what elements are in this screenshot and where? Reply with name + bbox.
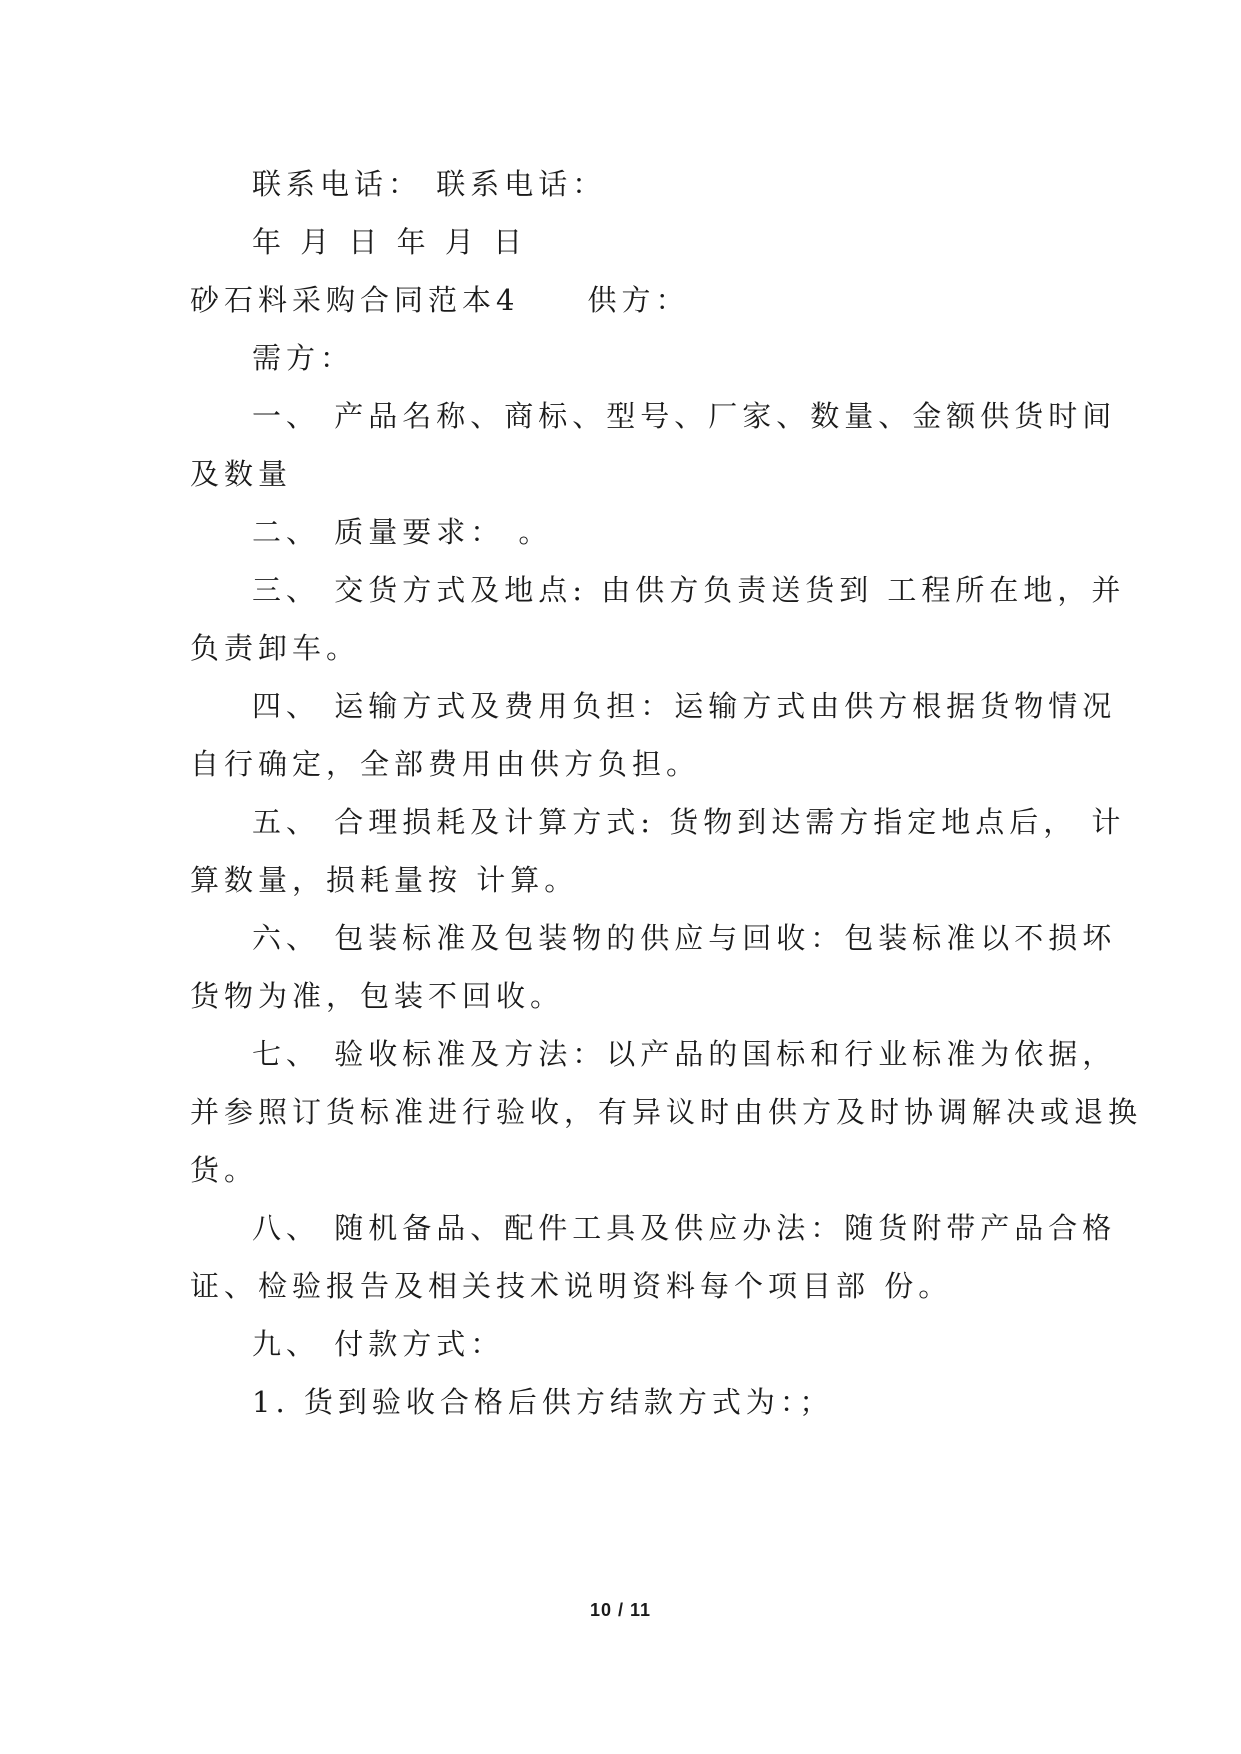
document-title: 砂石料采购合同范本4 — [190, 283, 520, 317]
clause-5-line-2: 算数量，损耗量按 计算。 — [190, 863, 579, 897]
page-number: 10 / 11 — [589, 1600, 652, 1620]
date-line: 年 月 日 年 月 日 — [252, 225, 528, 259]
clause-6-line-1: 六、 包装标准及包装物的供应与回收：包装标准以不损坏 — [252, 921, 1117, 955]
clause-7-line-3: 货。 — [190, 1153, 259, 1187]
clause-1-line-2: 及数量 — [190, 457, 293, 491]
clause-5-line-1: 五、 合理损耗及计算方式: 货物到达需方指定地点后， 计 — [252, 805, 1126, 839]
clause-3-line-2: 负责卸车。 — [190, 631, 361, 665]
contact-phone-line: 联系电话： 联系电话： — [252, 167, 607, 201]
clause-8-line-2: 证、检验报告及相关技术说明资料每个项目部 份。 — [190, 1269, 953, 1303]
clause-3-line-1: 三、 交货方式及地点: 由供方负责送货到 工程所在地，并 — [252, 573, 1126, 607]
clause-7-line-1: 七、 验收标准及方法：以产品的国标和行业标准为依据， — [252, 1037, 1117, 1071]
clause-4-line-1: 四、 运输方式及费用负担：运输方式由供方根据货物情况 — [252, 689, 1117, 723]
clause-6-line-2: 货物为准，包装不回收。 — [190, 979, 565, 1013]
clause-7-line-2: 并参照订货标准进行验收，有异议时由供方及时协调解决或退换 — [190, 1095, 1143, 1129]
clause-9-item-1: 1. 货到验收合格后供方结款方式为：； — [252, 1385, 834, 1419]
clause-2: 二、 质量要求： 。 — [252, 515, 553, 549]
title-line — [190, 280, 1070, 320]
supplier-label: 供方： — [587, 283, 690, 317]
clause-9: 九、 付款方式： — [252, 1327, 505, 1361]
clause-4-line-2: 自行确定，全部费用由供方负担。 — [190, 747, 701, 781]
buyer-label: 需方： — [252, 341, 355, 375]
clause-8-line-1: 八、 随机备品、配件工具及供应办法：随货附带产品合格 — [252, 1211, 1117, 1245]
clause-1-line-1: 一、 产品名称、商标、型号、厂家、数量、金额供货时间 — [252, 399, 1117, 433]
